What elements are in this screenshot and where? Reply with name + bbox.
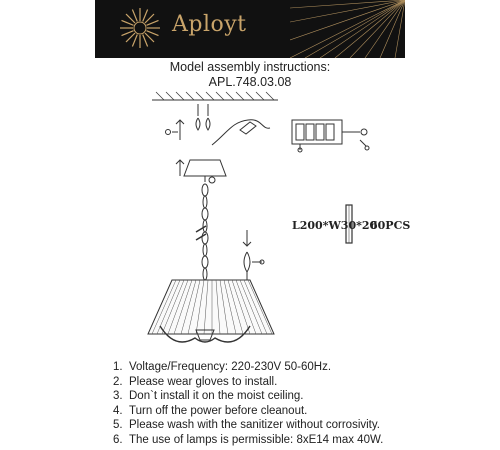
- power-wire: [212, 120, 270, 145]
- item-number: 4.: [113, 404, 123, 417]
- list-item: [113, 404, 383, 419]
- lamp-shade: [148, 280, 274, 334]
- item-number: 6.: [113, 433, 123, 446]
- item-text: Please wear gloves to install.: [129, 375, 278, 388]
- brand-logo-text: Aployt: [172, 12, 247, 37]
- list-item: [113, 375, 383, 390]
- item-number: 3.: [113, 390, 123, 403]
- list-item: [113, 418, 383, 433]
- item-number: 2.: [113, 375, 123, 388]
- ceiling-hatch: [156, 92, 274, 100]
- list-item: [113, 389, 383, 404]
- model-number: APL.748.03.08: [208, 75, 292, 89]
- arrow-icons: [166, 120, 185, 176]
- chain: [202, 184, 208, 280]
- item-text: The use of lamps is permissible: 8xE14 max 40W.: [129, 433, 384, 446]
- list-item: [113, 360, 383, 375]
- instructions-list: [113, 360, 383, 448]
- item-text: Don`t install it on the moist ceiling.: [129, 390, 304, 403]
- crystal-count: 60PCS: [370, 219, 411, 232]
- item-text: Turn off the power before cleanout.: [129, 404, 308, 417]
- instructions-title: Model assembly instructions:: [169, 60, 331, 74]
- item-number: 5.: [113, 419, 123, 432]
- bulb-icon: [244, 252, 264, 280]
- item-number: 1.: [113, 361, 123, 373]
- screw-anchors: [196, 104, 210, 130]
- canopy: [184, 160, 226, 176]
- list-item: [113, 433, 383, 448]
- terminal-block: [292, 120, 369, 152]
- item-text: Please wash with the sanitizer without corrosivity.: [129, 419, 380, 432]
- item-text: Voltage/Frequency: 220-230V 50-60Hz.: [129, 361, 332, 373]
- crystal-spec: L200*W30*20: [292, 219, 378, 232]
